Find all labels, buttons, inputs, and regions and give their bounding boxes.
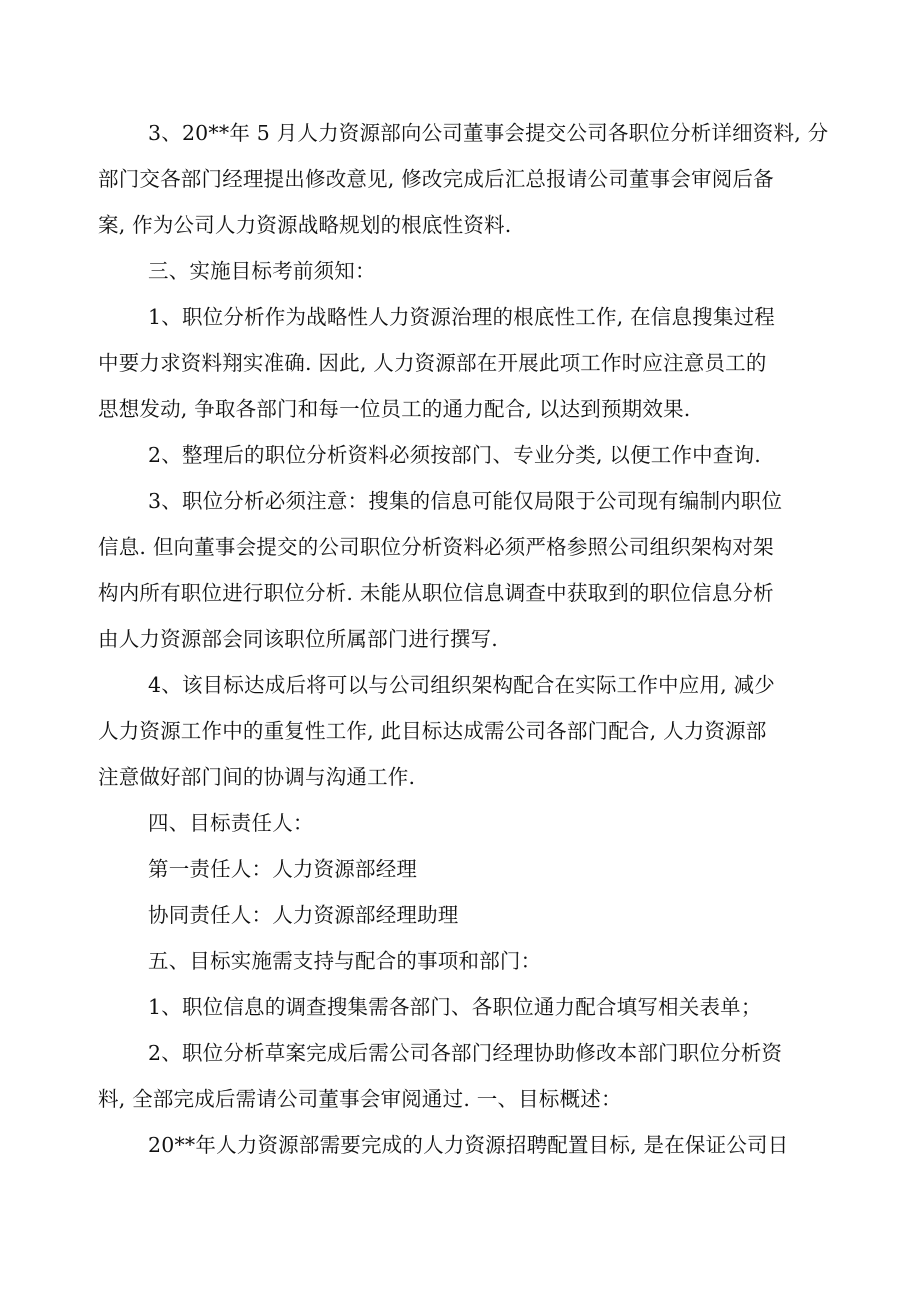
text-line: 部门交各部门经理提出修改意见, 修改完成后汇总报请公司董事会审阅后备: [98, 167, 774, 191]
text-line: 20**年人力资源部需要完成的人力资源招聘配置目标, 是在保证公司日: [148, 1133, 789, 1157]
text-line: 第一责任人：人力资源部经理: [148, 857, 418, 881]
section-heading: 四、目标责任人：: [148, 811, 314, 835]
text-line: 协同责任人：人力资源部经理助理: [148, 903, 459, 927]
text-line: 1、职位分析作为战略性人力资源治理的根底性工作, 在信息搜集过程: [148, 305, 775, 329]
text-line: 3、20**年 5 月人力资源部向公司董事会提交公司各职位分析详细资料, 分: [148, 121, 829, 145]
section-heading: 三、实施目标考前须知：: [148, 259, 376, 283]
text-line: 案, 作为公司人力资源战略规划的根底性资料.: [98, 213, 512, 237]
text-line: 构内所有职位进行职位分析. 未能从职位信息调查中获取到的职位信息分析: [98, 581, 774, 605]
text-line: 注意做好部门间的协调与沟通工作.: [98, 765, 416, 789]
text-line: 4、该目标达成后将可以与公司组织架构配合在实际工作中应用, 减少: [148, 673, 775, 697]
text-line: 思想发动, 争取各部门和每一位员工的通力配合, 以达到预期效果.: [98, 397, 691, 421]
text-line: 3、职位分析必须注意：搜集的信息可能仅局限于公司现有编制内职位: [148, 489, 783, 513]
text-line: 料, 全部完成后需请公司董事会审阅通过. 一、目标概述：: [98, 1087, 622, 1111]
text-line: 信息. 但向董事会提交的公司职位分析资料必须严格参照公司组织架构对架: [98, 535, 774, 559]
text-line: 1、职位信息的调查搜集需各部门、各职位通力配合填写相关表单；: [148, 995, 762, 1019]
text-line: 由人力资源部会同该职位所属部门进行撰写.: [98, 627, 499, 651]
text-line: 2、职位分析草案完成后需公司各部门经理协助修改本部门职位分析资: [148, 1041, 783, 1065]
text-line: 2、整理后的职位分析资料必须按部门、专业分类, 以便工作中查询.: [148, 443, 761, 467]
section-heading: 五、目标实施需支持与配合的事项和部门：: [148, 949, 542, 973]
text-line: 人力资源工作中的重复性工作, 此目标达成需公司各部门配合, 人力资源部: [98, 719, 767, 743]
text-line: 中要力求资料翔实准确. 因此, 人力资源部在开展此项工作时应注意员工的: [98, 351, 767, 375]
